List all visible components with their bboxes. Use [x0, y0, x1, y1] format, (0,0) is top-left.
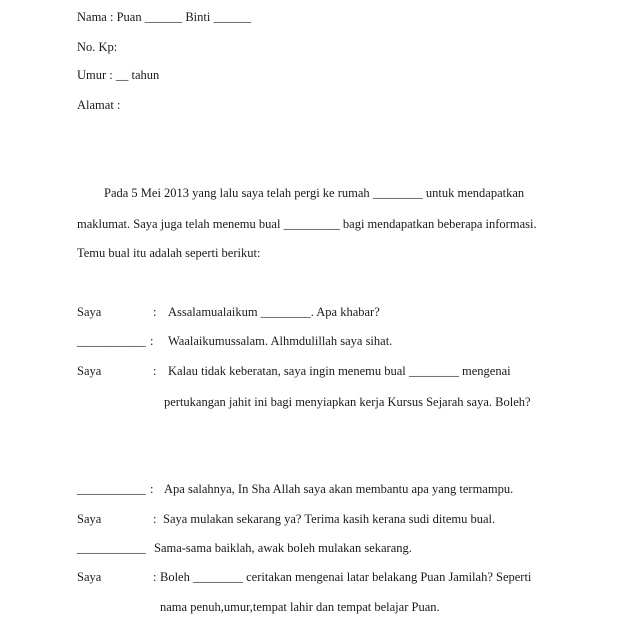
intro-line-3: Temu bual itu adalah seperti berikut:	[77, 246, 261, 260]
umur-line: Umur : __ tahun	[77, 68, 160, 82]
speaker-separator: :	[153, 570, 157, 584]
dialogue-text-continued: pertukangan jahit ini bagi menyiapkan kerja Kursus Sejarah saya. Boleh?	[164, 395, 531, 409]
dialogue-text: Apa salahnya, In Sha Allah saya akan membantu apa yang termampu.	[164, 482, 514, 496]
speaker-label: ___________	[77, 541, 146, 555]
alamat-line: Alamat :	[77, 98, 121, 112]
dialogue-text: Waalaikumussalam. Alhmdulillah saya sihat.	[168, 334, 393, 348]
intro-line-2: maklumat. Saya juga telah menemu bual _________ bagi mendapatkan beberapa informasi.	[77, 217, 537, 231]
speaker-label: Saya	[77, 364, 102, 378]
intro-line-1: Pada 5 Mei 2013 yang lalu saya telah pergi ke rumah ________ untuk mendapatkan	[104, 186, 525, 200]
nama-line: Nama : Puan ______ Binti ______	[77, 10, 251, 24]
dialogue-text-continued: nama penuh,umur,tempat lahir dan tempat belajar Puan.	[160, 600, 440, 614]
nokp-line: No. Kp:	[77, 40, 118, 54]
speaker-separator: :	[153, 364, 157, 378]
speaker-separator: :	[153, 512, 157, 526]
speaker-label: Saya	[77, 305, 102, 319]
speaker-label: Saya	[77, 570, 102, 584]
dialogue-text: Kalau tidak keberatan, saya ingin menemu bual ________ mengenai	[168, 364, 511, 378]
dialogue-text: Boleh ________ ceritakan mengenai latar belakang Puan Jamilah? Seperti	[160, 570, 532, 584]
dialogue-text: Sama-sama baiklah, awak boleh mulakan sekarang.	[154, 541, 412, 555]
dialogue-text: Assalamualaikum ________. Apa khabar?	[168, 305, 380, 319]
speaker-label: Saya	[77, 512, 102, 526]
speaker-label: ___________	[77, 334, 146, 348]
speaker-separator: :	[150, 482, 154, 496]
dialogue-text: Saya mulakan sekarang ya? Terima kasih kerana sudi ditemu bual.	[163, 512, 496, 526]
speaker-separator: :	[153, 305, 157, 319]
speaker-label: ___________	[77, 482, 146, 496]
speaker-separator: :	[150, 334, 154, 348]
